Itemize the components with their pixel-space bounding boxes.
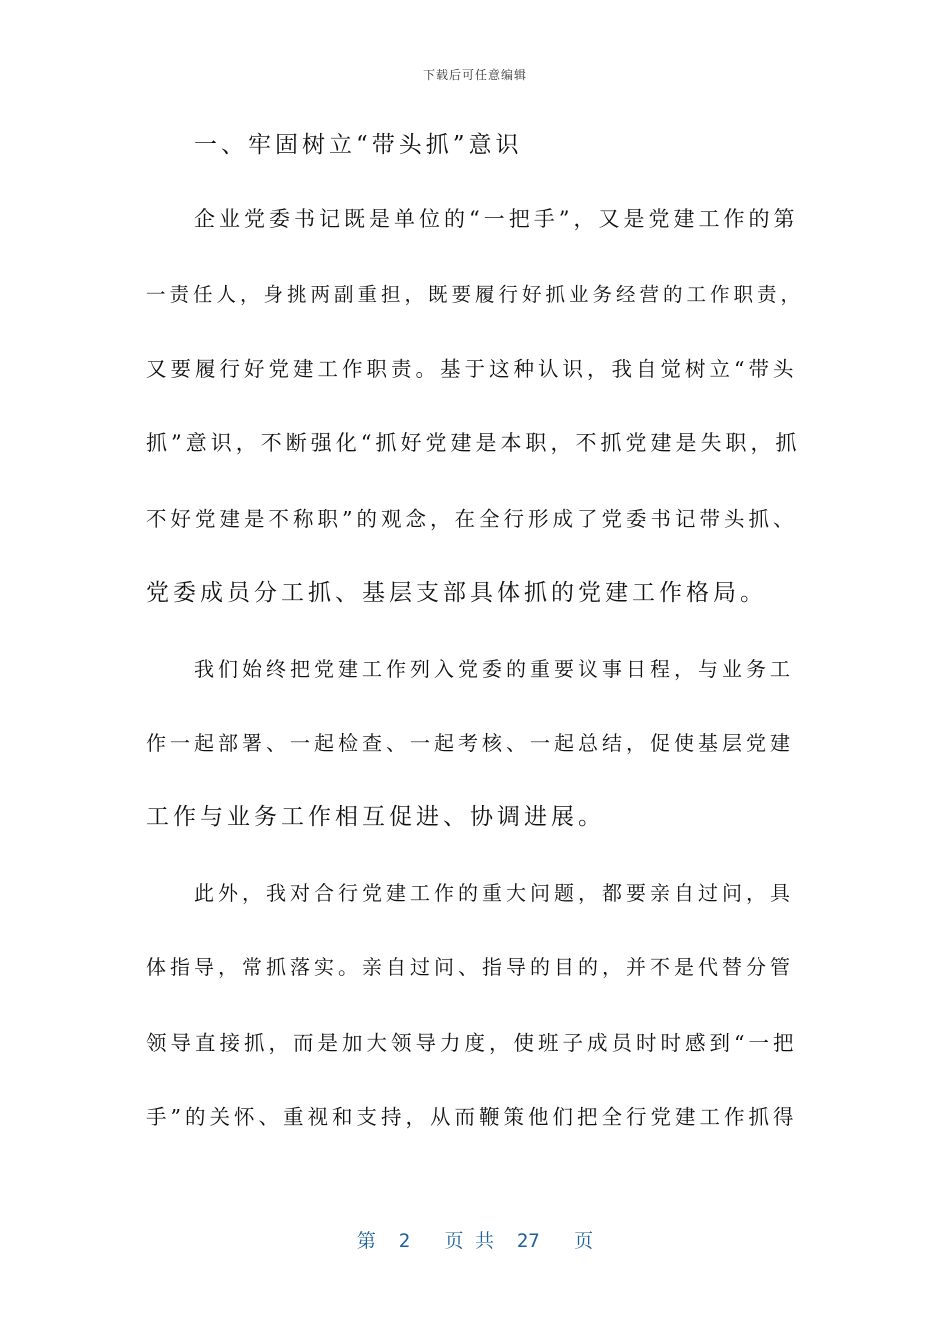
paragraph-line: 不好党建是不称职”的观念，在全行形成了党委书记带头抓、 — [146, 507, 798, 531]
paragraph-line: 作一起部署、一起检查、一起考核、一起总结，促使基层党建 — [146, 731, 794, 755]
paragraph-line: 领导直接抓，而是加大领导力度，使班子成员时时感到“一把 — [146, 1031, 798, 1055]
section-heading: 一、牢固树立“带头抓”意识 — [194, 132, 523, 158]
paragraph-line: 工作与业务工作相互促进、协调进展。 — [146, 804, 605, 830]
paragraph-line: 企业党委书记既是单位的“一把手”，又是党建工作的第 — [194, 207, 799, 231]
paragraph-line: 我们始终把党建工作列入党委的重要议事日程，与业务工 — [194, 657, 794, 681]
paragraph-line: 一责任人，身挑两副重担，既要履行好抓业务经营的工作职责， — [146, 283, 805, 306]
paragraph-line: 体指导，常抓落实。亲自过问、指导的目的，并不是代替分管 — [146, 955, 794, 979]
header-note: 下载后可任意编辑 — [422, 68, 527, 82]
paragraph-line: 此外，我对合行党建工作的重大问题，都要亲自过问，具 — [194, 881, 794, 905]
paragraph-line: 抓”意识，不断强化“抓好党建是本职，不抓党建是失职，抓 — [146, 431, 801, 455]
paragraph-line: 又要履行好党建工作职责。基于这种认识，我自觉树立“带头 — [146, 357, 798, 381]
paragraph-line: 党委成员分工抓、基层支部具体抓的党建工作格局。 — [146, 580, 767, 606]
page-number-footer: 第 2 页 共 27 页 — [356, 1230, 594, 1252]
paragraph-line: 手”的关怀、重视和支持，从而鞭策他们把全行党建工作抓得 — [146, 1105, 798, 1129]
